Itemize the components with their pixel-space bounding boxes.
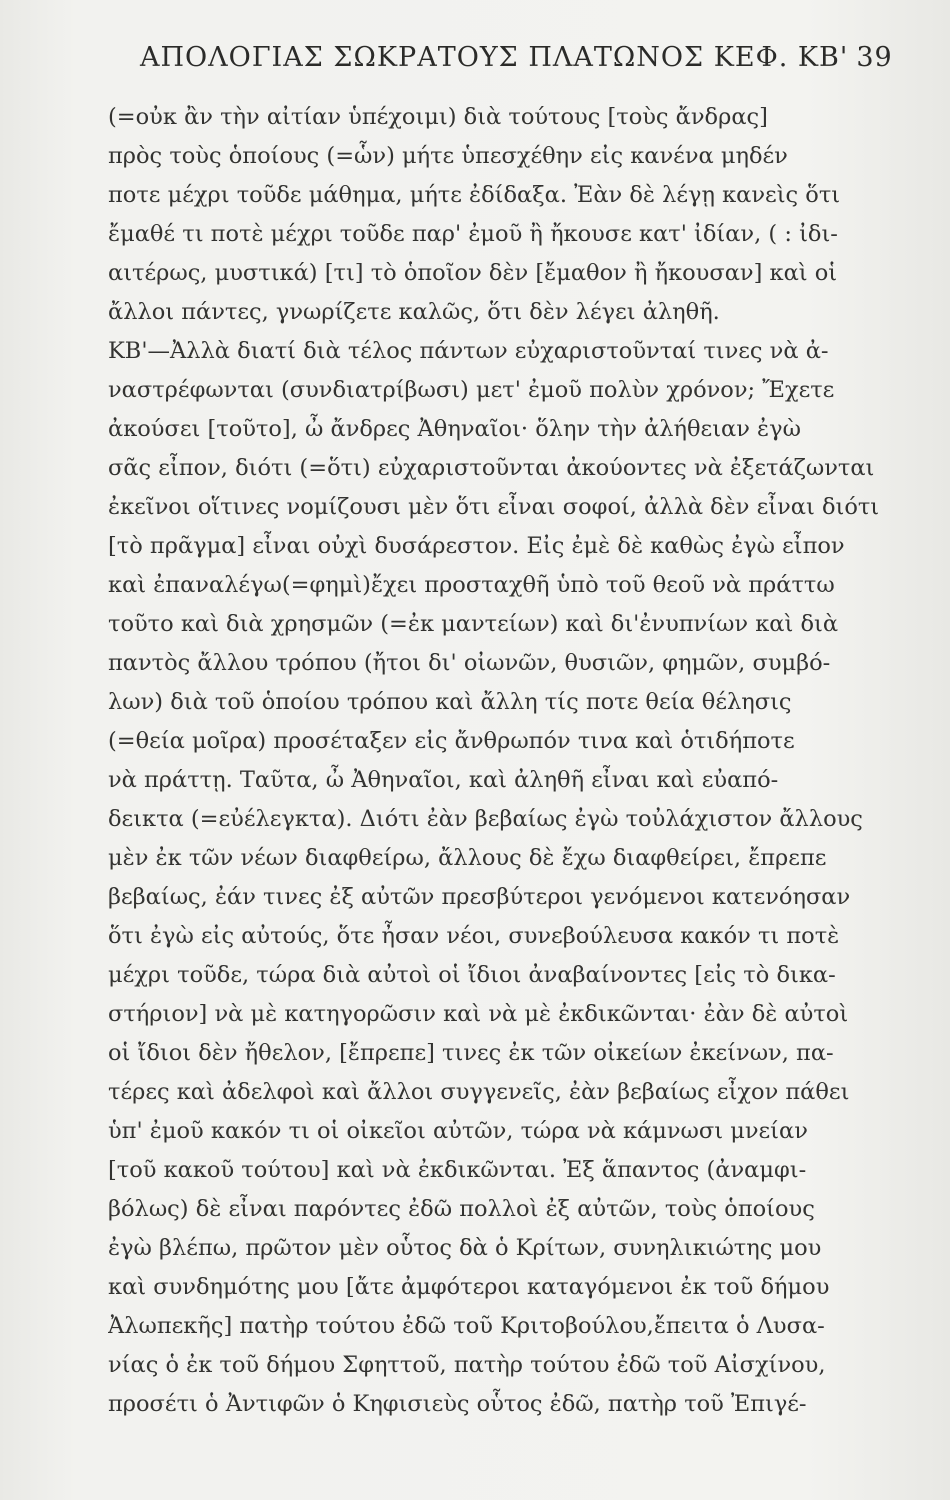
text-line: τέρες καὶ ἀδελφοὶ καὶ ἄλλοι συγγενεῖς, ἐὰν βεβαίως εἶχον πάθει (108, 1079, 850, 1105)
text-line: καὶ ἐπαναλέγω(=φημὶ)ἔχει προσταχθῆ ὑπὸ τοῦ θεοῦ νὰ πράττω (108, 572, 835, 598)
text-line: λων) διὰ τοῦ ὁποίου τρόπου καὶ ἄλλη τίς ποτε θεία θέλησις (108, 689, 792, 715)
text-line: ἀκούσει [τοῦτο], ὦ ἄνδρες Ἀθηναῖοι· ὅλην τὴν ἀλήθειαν ἐγὼ (108, 416, 801, 442)
text-line: καὶ συνδημότης μου [ἄτε ἀμφότεροι καταγόμενοι ἐκ τοῦ δήμου (108, 1274, 830, 1300)
text-line: βόλως) δὲ εἶναι παρόντες ἐδῶ πολλοὶ ἐξ αὐτῶν, τοὺς ὁποίους (108, 1196, 815, 1222)
text-line: προσέτι ὁ Ἀντιφῶν ὁ Κηφισιεὺς οὗτος ἐδῶ, πατὴρ τοῦ Ἐπιγέ- (108, 1391, 807, 1417)
text-line: (=οὐκ ἂν τὴν αἰτίαν ὑπέχοιμι) διὰ τούτους [τοὺς ἄνδρας] (108, 104, 768, 130)
text-line: παντὸς ἄλλου τρόπου (ἤτοι δι' οἰωνῶν, θυσιῶν, φημῶν, συμβό- (108, 650, 831, 676)
text-line: πρὸς τοὺς ὁποίους (=ὧν) μήτε ὑπεσχέθην εἰς κανένα μηδέν (108, 143, 788, 169)
text-line: τοῦτο καὶ διὰ χρησμῶν (=ἐκ μαντείων) καὶ δι'ἐνυπνίων καὶ διὰ (108, 611, 839, 637)
text-line: αιτέρως, μυστικά) [τι] τὸ ὁποῖον δὲν [ἔμαθον ἢ ἤκουσαν] καὶ οἱ (108, 260, 838, 286)
text-line: οἱ ἴδιοι δὲν ἤθελον, [ἔπρεπε] τινες ἐκ τῶν οἰκείων ἐκείνων, πα- (108, 1040, 834, 1066)
text-line: σᾶς εἶπον, διότι (=ὅτι) εὐχαριστοῦνται ἀκούοντες νὰ ἐξετάζωνται (108, 455, 875, 481)
text-line: ναστρέφωνται (συνδιατρίβωσι) μετ' ἐμοῦ πολὺν χρόνον; Ἔχετε (108, 377, 835, 403)
chapter-start-line: ΚΒ'—Ἀλλὰ διατί διὰ τέλος πάντων εὐχαριστοῦνταί τινες νὰ ἀ- (108, 338, 829, 364)
text-line: (=θεία μοῖρα) προσέταξεν εἰς ἄνθρωπόν τινα καὶ ὁτιδήποτε (108, 728, 795, 754)
text-line: [τὸ πρᾶγμα] εἶναι οὐχὶ δυσάρεστον. Εἰς ἐμὲ δὲ καθὼς ἐγὼ εἶπον (108, 533, 845, 559)
text-line: ὑπ' ἐμοῦ κακόν τι οἱ οἰκεῖοι αὐτῶν, τώρα νὰ κάμνωσι μνείαν (108, 1118, 808, 1144)
text-line: ἐγὼ βλέπω, πρῶτον μὲν οὗτος δὰ ὁ Κρίτων, συνηλικιώτης μου (108, 1235, 822, 1261)
text-line: νὰ πράττῃ. Ταῦτα, ὦ Ἀθηναῖοι, καὶ ἀληθῆ εἶναι καὶ εὐαπό- (108, 767, 779, 793)
text-line: βεβαίως, ἐάν τινες ἐξ αὐτῶν πρεσβύτεροι γενόμενοι κατενόησαν (108, 884, 851, 910)
text-line: νίας ὁ ἐκ τοῦ δήμου Σφηττοῦ, πατὴρ τούτου ἐδῶ τοῦ Αἰσχίνου, (108, 1352, 826, 1378)
text-line: ποτε μέχρι τοῦδε μάθημα, μήτε ἐδίδαξα. Ἐὰν δὲ λέγῃ κανεὶς ὅτι (108, 182, 841, 208)
text-line: στήριον] νὰ μὲ κατηγορῶσιν καὶ νὰ μὲ ἐκδικῶνται· ἐὰν δὲ αὐτοὶ (108, 1001, 849, 1027)
text-line: ἄλλοι πάντες, γνωρίζετε καλῶς, ὅτι δὲν λέγει ἀληθῆ. (108, 299, 720, 325)
text-line: μέχρι τοῦδε, τώρα διὰ αὐτοὶ οἱ ἴδιοι ἀναβαίνοντες [εἰς τὸ δικα- (108, 962, 836, 988)
header-title: ΑΠΟΛΟΓΙΑΣ ΣΩΚΡΑΤΟΥΣ ΠΛΑΤΩΝΟΣ ΚΕΦ. ΚΒ' (140, 42, 849, 73)
text-line: ἔμαθέ τι ποτὲ μέχρι τοῦδε παρ' ἐμοῦ ἢ ἤκουσε κατ' ἰδίαν, ( : ἰδι- (108, 221, 838, 247)
text-line: ὅτι ἐγὼ εἰς αὐτούς, ὅτε ἦσαν νέοι, συνεβούλευσα κακόν τι ποτὲ (108, 923, 840, 949)
text-line: δεικτα (=εὐέλεγκτα). Διότι ἐὰν βεβαίως ἐγὼ τοὐλάχιστον ἄλλους (108, 806, 863, 832)
body-text (108, 98, 888, 1424)
text-line: [τοῦ κακοῦ τούτου] καὶ νὰ ἐκδικῶνται. Ἐξ ἅπαντος (ἀναμφι- (108, 1157, 807, 1183)
running-header (140, 42, 893, 73)
text-line: μὲν ἐκ τῶν νέων διαφθείρω, ἄλλους δὲ ἔχω διαφθείρει, ἔπρεπε (108, 845, 827, 871)
text-line: ἐκεῖνοι οἵτινες νομίζουσι μὲν ὅτι εἶναι σοφοί, ἀλλὰ δὲν εἶναι διότι (108, 494, 880, 520)
text-line: Ἀλωπεκῆς] πατὴρ τούτου ἐδῶ τοῦ Κριτοβούλου,ἔπειτα ὁ Λυσα- (108, 1313, 825, 1339)
page-number: 39 (856, 42, 893, 73)
